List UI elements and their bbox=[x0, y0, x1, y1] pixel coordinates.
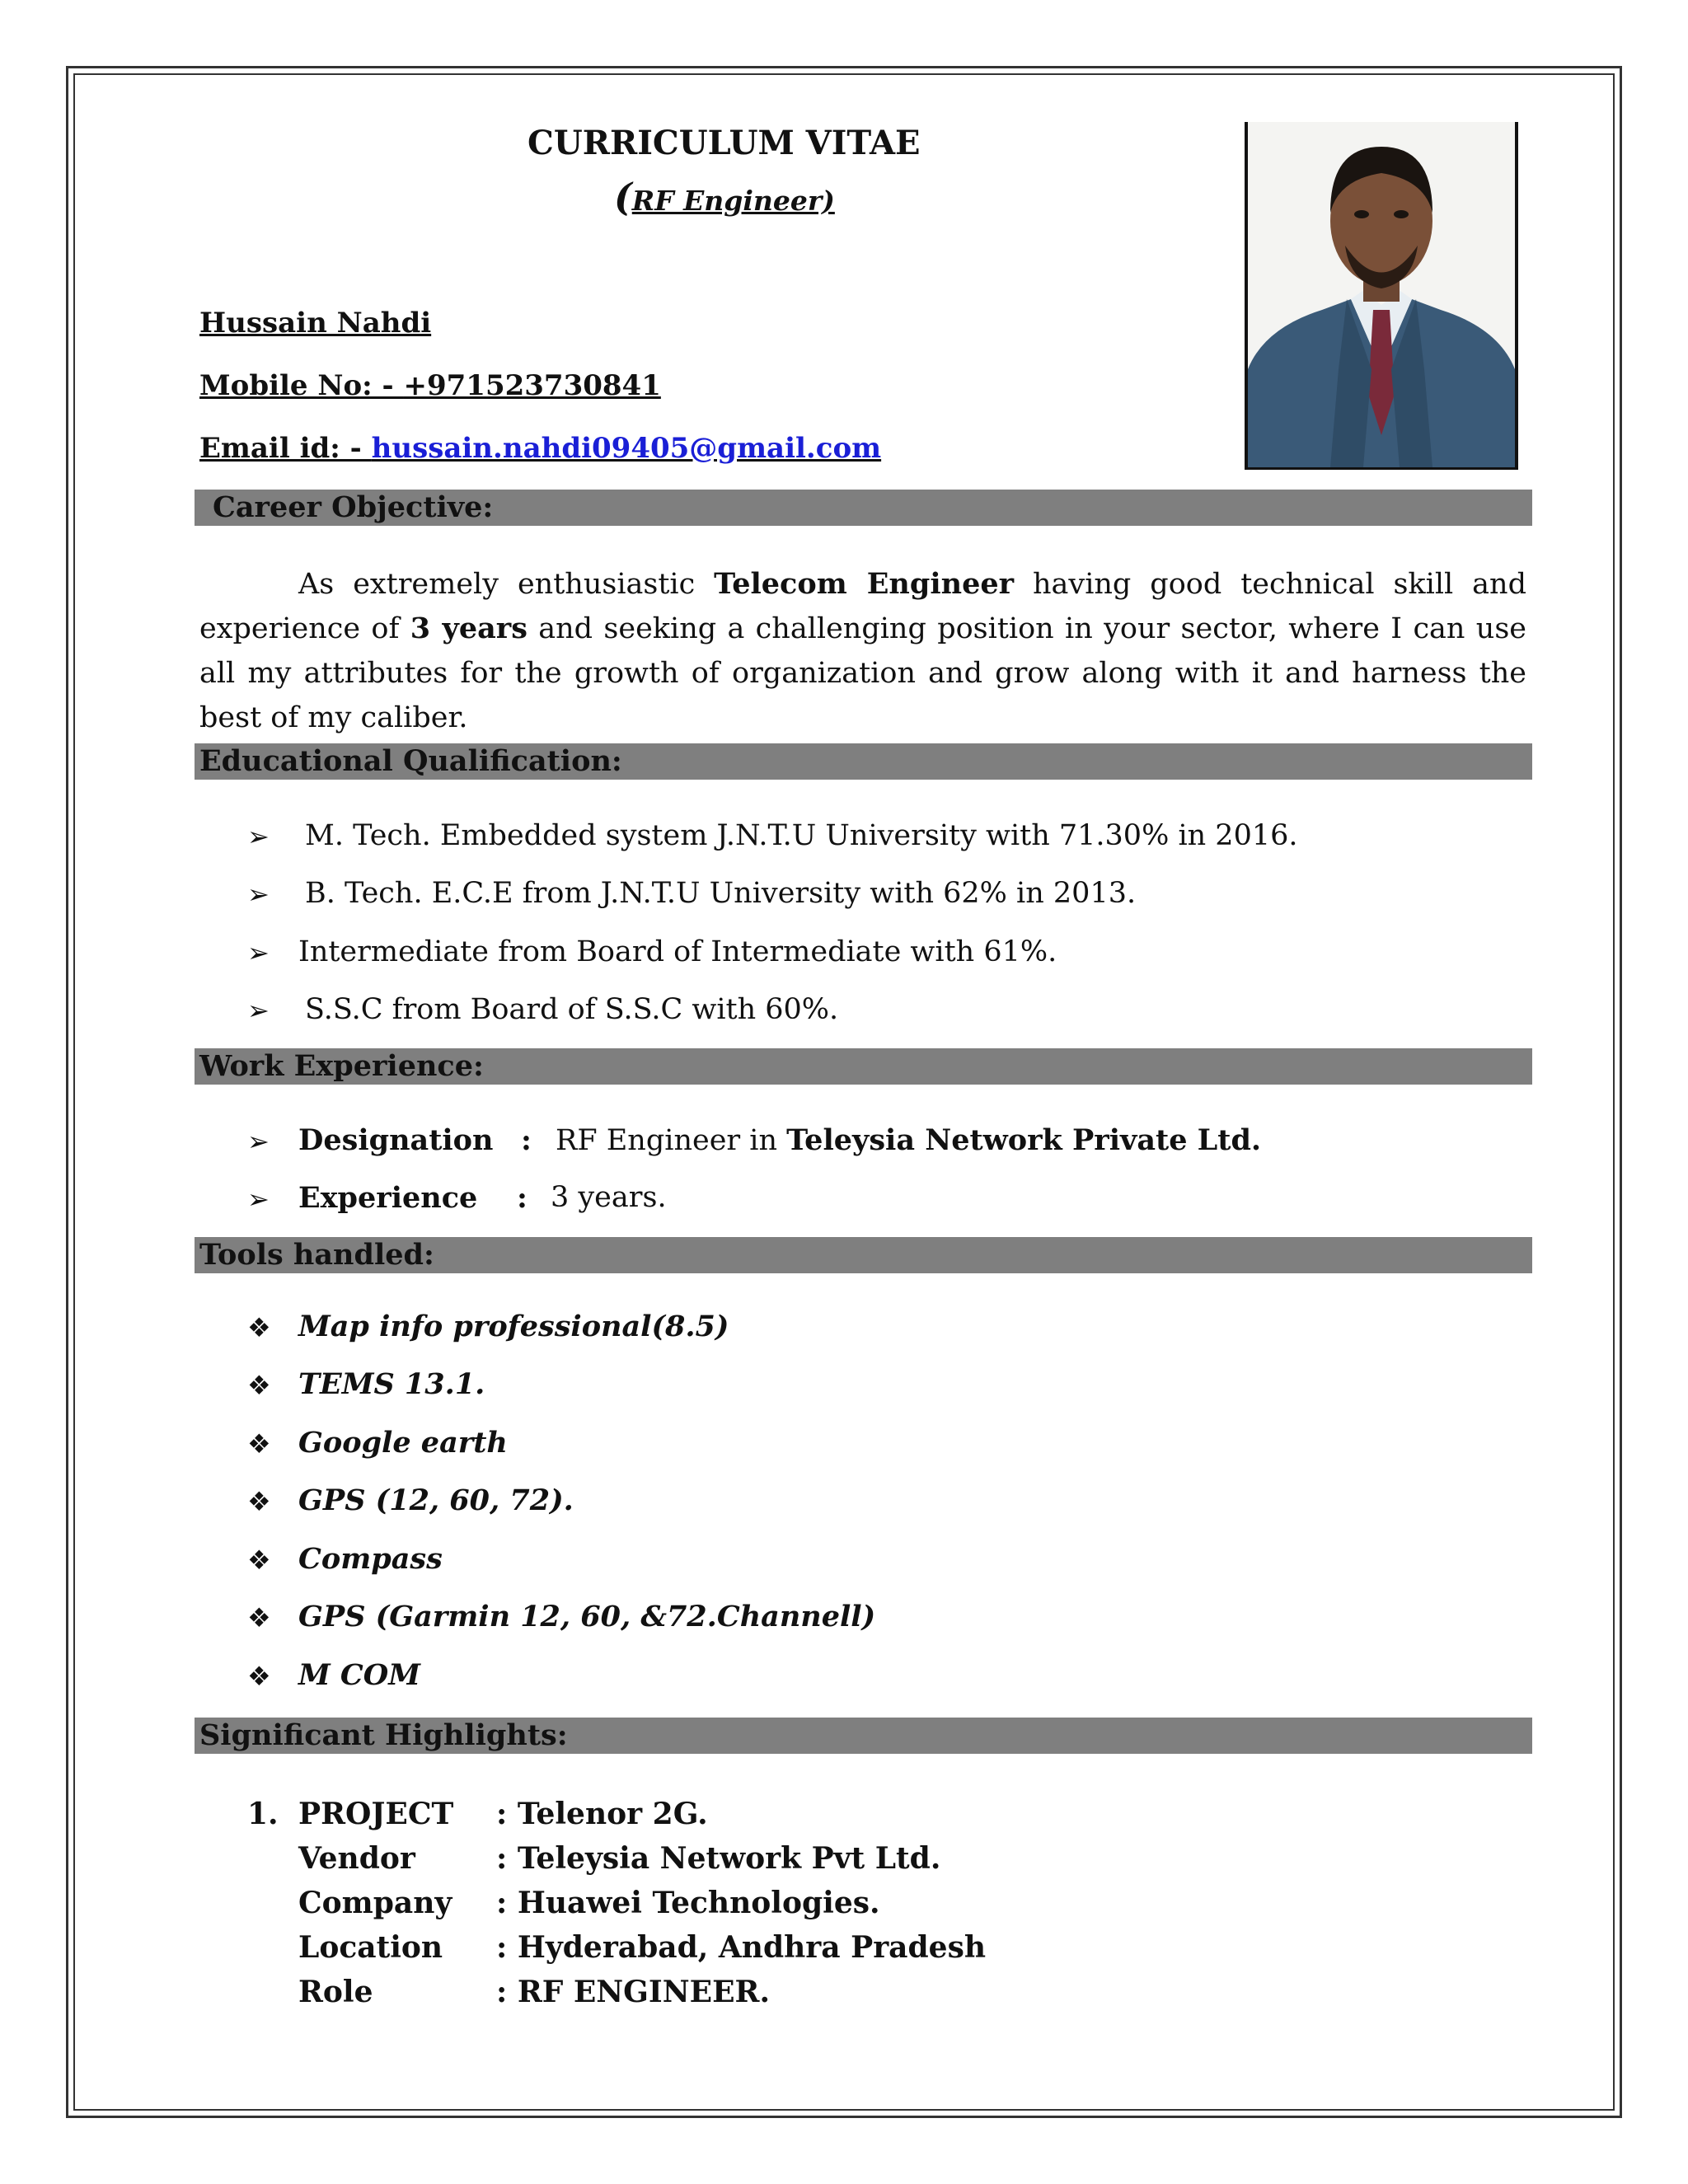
section-career-objective: Career Objective: bbox=[195, 490, 1532, 526]
arrow-bullet-icon: ➢ bbox=[247, 1126, 270, 1157]
profile-photo bbox=[1245, 122, 1518, 470]
arrow-bullet-icon: ➢ bbox=[247, 937, 270, 968]
education-item: S.S.C from Board of S.S.C with 60%. bbox=[305, 993, 839, 1026]
tool-item: Compass bbox=[298, 1542, 443, 1576]
section-education: Educational Qualification: bbox=[195, 743, 1532, 780]
mobile-label: Mobile No: - bbox=[199, 369, 404, 402]
subtitle-text: RF Engineer) bbox=[631, 185, 835, 217]
arrow-bullet-icon: ➢ bbox=[247, 1183, 270, 1215]
diamond-bullet-icon: ❖ bbox=[247, 1370, 271, 1401]
objective-bold-role: Telecom Engineer bbox=[714, 567, 1015, 601]
highlight-value: : Hyderabad, Andhra Pradesh bbox=[496, 1930, 987, 1965]
career-objective-text bbox=[199, 562, 1526, 740]
highlight-label: Vendor bbox=[298, 1841, 415, 1876]
designation-role: RF Engineer in bbox=[556, 1124, 787, 1157]
subtitle-paren: ( bbox=[614, 175, 632, 219]
experience-label: Experience bbox=[298, 1181, 478, 1215]
arrow-bullet-icon: ➢ bbox=[247, 821, 270, 852]
highlight-value: : Huawei Technologies. bbox=[496, 1886, 880, 1920]
experience-value: 3 years. bbox=[551, 1181, 667, 1214]
section-highlights: Significant Highlights: bbox=[195, 1718, 1532, 1754]
objective-text-1: As extremely enthusiastic bbox=[298, 568, 715, 601]
diamond-bullet-icon: ❖ bbox=[247, 1544, 271, 1576]
tool-item: GPS (12, 60, 72). bbox=[298, 1483, 574, 1517]
highlight-value: : RF ENGINEER. bbox=[496, 1975, 770, 2009]
highlight-value: : Telenor 2G. bbox=[496, 1797, 708, 1831]
education-item: B. Tech. E.C.E from J.N.T.U University with 62% in 2013. bbox=[305, 877, 1137, 910]
email-link[interactable]: hussain.nahdi09405@gmail.com bbox=[371, 432, 882, 465]
designation-colon: : bbox=[521, 1123, 532, 1157]
document-subtitle bbox=[614, 175, 835, 219]
email-line bbox=[199, 432, 881, 465]
highlight-label: Role bbox=[298, 1975, 373, 2009]
arrow-bullet-icon: ➢ bbox=[247, 879, 270, 910]
diamond-bullet-icon: ❖ bbox=[247, 1312, 271, 1343]
project-number: 1. bbox=[247, 1797, 279, 1831]
section-tools: Tools handled: bbox=[195, 1237, 1532, 1273]
highlight-value: : Teleysia Network Pvt Ltd. bbox=[496, 1841, 941, 1876]
arrow-bullet-icon: ➢ bbox=[247, 995, 270, 1026]
experience-colon: : bbox=[517, 1181, 528, 1215]
tool-item: M COM bbox=[298, 1658, 421, 1692]
diamond-bullet-icon: ❖ bbox=[247, 1486, 271, 1517]
section-work-experience: Work Experience: bbox=[195, 1048, 1532, 1085]
designation-label: Designation bbox=[298, 1123, 494, 1157]
tool-item: Map info professional(8.5) bbox=[298, 1310, 729, 1343]
mobile-line bbox=[199, 369, 661, 402]
objective-bold-years: 3 years bbox=[410, 612, 528, 645]
document-title: CURRICULUM VITAE bbox=[528, 124, 921, 162]
candidate-name: Hussain Nahdi bbox=[199, 307, 432, 340]
diamond-bullet-icon: ❖ bbox=[247, 1661, 271, 1692]
designation-value bbox=[556, 1123, 1261, 1157]
education-item: Intermediate from Board of Intermediate with 61%. bbox=[298, 935, 1057, 968]
tool-item: GPS (Garmin 12, 60, &72.Channell) bbox=[298, 1600, 876, 1633]
email-label: Email id: - bbox=[199, 432, 372, 465]
education-item: M. Tech. Embedded system J.N.T.U University with 71.30% in 2016. bbox=[305, 819, 1298, 852]
diamond-bullet-icon: ❖ bbox=[247, 1602, 271, 1633]
tool-item: TEMS 13.1. bbox=[298, 1367, 485, 1401]
diamond-bullet-icon: ❖ bbox=[247, 1428, 271, 1460]
mobile-number: +971523730841 bbox=[403, 369, 661, 402]
highlight-label: Location bbox=[298, 1930, 443, 1965]
objective-text-2: having good technical skill and experience of bbox=[199, 568, 1526, 645]
highlight-label: Company bbox=[298, 1886, 452, 1920]
tool-item: Google earth bbox=[298, 1426, 508, 1460]
profile-photo-illustration bbox=[1248, 122, 1515, 467]
designation-company: Teleysia Network Private Ltd. bbox=[786, 1123, 1262, 1157]
objective-text-3: and seeking a challenging position in your sector, where I can use all my attributes for the growth of organization and grow along with it and harness the best of my caliber. bbox=[199, 612, 1527, 734]
highlight-label: PROJECT bbox=[298, 1797, 454, 1831]
